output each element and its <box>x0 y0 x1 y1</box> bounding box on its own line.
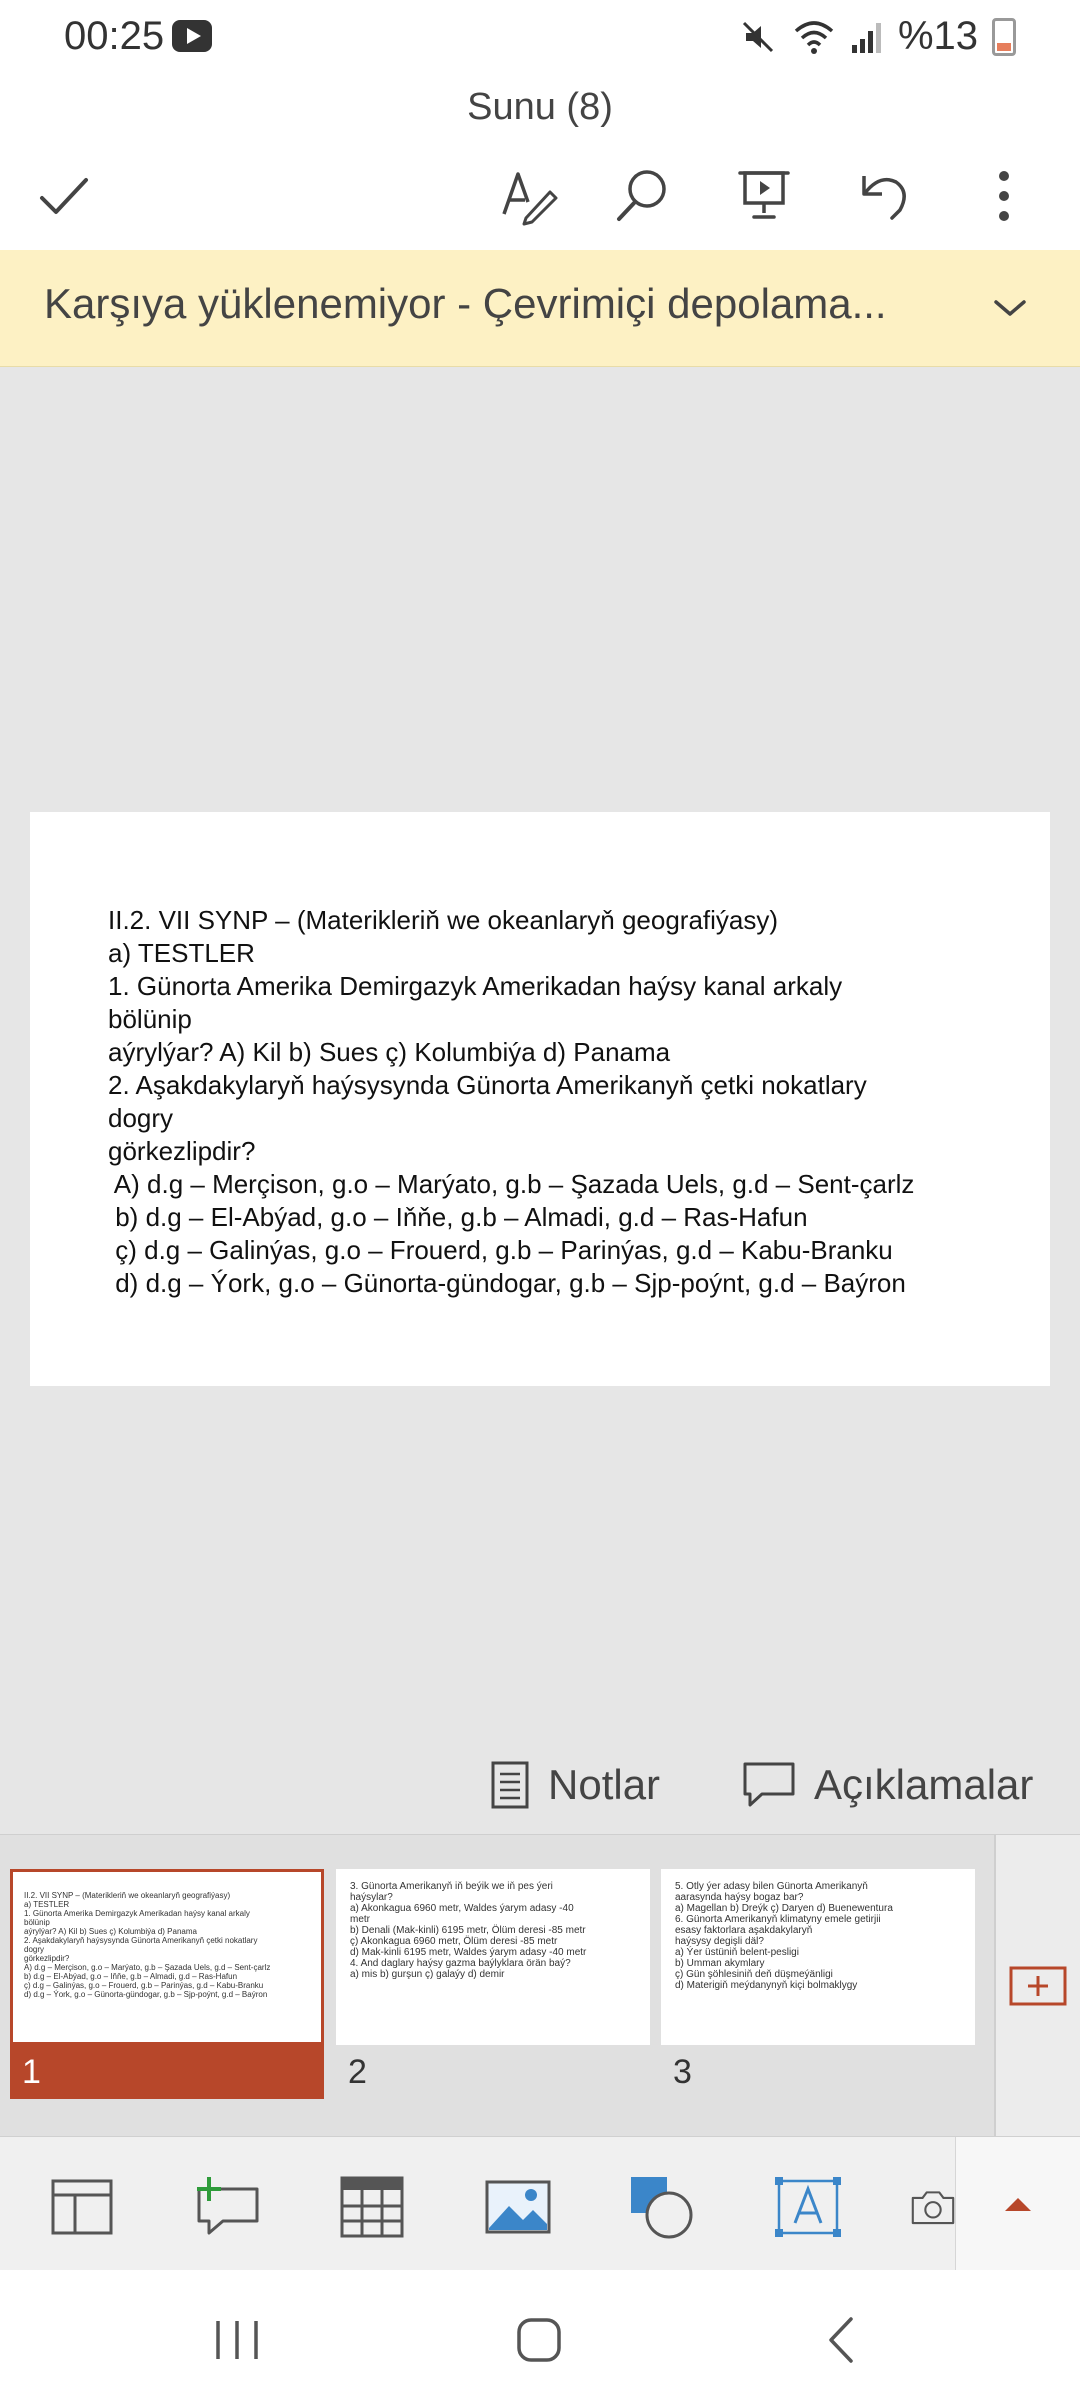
layout-button[interactable] <box>42 2167 122 2247</box>
back-button[interactable] <box>796 2300 886 2380</box>
slide-canvas[interactable] <box>30 812 1050 1386</box>
camera-icon <box>910 2180 956 2234</box>
search-button[interactable] <box>592 146 692 246</box>
notes-label: Notlar <box>548 1761 661 1808</box>
upload-warning-banner[interactable] <box>0 250 1080 367</box>
slide-thumbnail-strip[interactable] <box>0 1834 1080 2137</box>
insert-table-button[interactable] <box>332 2167 412 2247</box>
done-button[interactable] <box>14 146 114 246</box>
insert-shapes-button[interactable] <box>622 2167 702 2247</box>
slide-thumbnail-3[interactable] <box>661 1869 975 2095</box>
status-indicators <box>738 14 1016 59</box>
slide-line: d) d.g – Ýork, g.o – Günorta-gündogar, g.b – Sjp-poýnt, g.d – Baýron <box>108 1268 906 1298</box>
thumbnail-preview <box>10 1869 324 2045</box>
signal-icon <box>850 17 884 57</box>
status-time: 00:25 <box>64 14 165 58</box>
document-title: Sunu (8) <box>467 86 613 128</box>
wifi-icon <box>792 17 836 57</box>
app-header <box>0 76 1080 250</box>
undo-button[interactable] <box>834 146 934 246</box>
textbox-icon <box>773 2175 843 2239</box>
undo-icon <box>856 168 912 224</box>
table-icon <box>340 2176 404 2238</box>
slide-line: II.2. VII SYNP – (Materikleriň we okeanlaryň geografiýasy) <box>108 905 779 935</box>
search-icon <box>613 167 671 225</box>
new-comment-icon <box>191 2175 261 2239</box>
picture-icon <box>485 2180 551 2234</box>
slide-line: b) d.g – El-Abýad, g.o – Iňňe, g.b – Almadi, g.d – Ras-Hafun <box>108 1202 808 1232</box>
thumbnail-preview <box>661 1869 975 2045</box>
slide-thumbnail-1[interactable] <box>10 1869 324 2095</box>
recents-icon <box>212 2317 262 2363</box>
insert-picture-button[interactable] <box>478 2167 558 2247</box>
shapes-icon <box>627 2173 697 2241</box>
check-icon <box>36 168 92 224</box>
banner-expand-button[interactable] <box>980 278 1040 338</box>
back-icon <box>821 2315 861 2365</box>
thumbnail-number: 3 <box>673 2053 692 2091</box>
slide-line: 1. Günorta Amerika Demirgazyk Amerikadan haýsy kanal arkaly <box>108 971 843 1001</box>
expand-up-icon <box>1003 2195 1033 2213</box>
thumbnail-number: 2 <box>348 2053 367 2091</box>
notes-button[interactable] <box>490 1740 660 1830</box>
more-icon <box>994 168 1014 224</box>
present-icon <box>736 167 792 225</box>
thumbnail-number: 1 <box>10 2045 324 2099</box>
notes-icon <box>490 1760 530 1810</box>
mute-icon <box>738 17 778 57</box>
slide-line: ç) d.g – Galinýas, g.o – Frouerd, g.b – Parinýas, g.d – Kabu-Branku <box>108 1235 893 1265</box>
thumbnail-text: II.2. VII SYNP – (Materikleriň we okeanlaryň geografiýasy) a) TESTLER 1. Günorta Amerika Demirgazyk Amerikadan haýsy kanal arkaly bölünip aýrylýar? A) Kil b) Sues ç) Kolumbiýa d) Panama 2. Aşakdakylaryň haýsysynda Günorta Amerikanyň çetki nokatlary dogry görkezlipdir? A) d.g – Merçison, g.o – Marýato, g.b – Şazada Uels, g.d – Sent-çarlz b) d.g – El-Abýad, g.o – Iňňe, g.b – Almadi, g.d – Ras-Hafun ç) d.g – Galinýas, g.o – Frouerd, g.b – Parinýas, g.d – Kabu-Branku d) d.g – Ýork, g.o – Günorta-gündogar, g.b – Sjp-poýnt, g.d – Baýron <box>24 1891 271 1999</box>
slide-textbox[interactable] <box>108 904 1028 1300</box>
status-bar <box>0 0 1080 76</box>
insert-toolbar <box>0 2136 1080 2271</box>
draw-button[interactable] <box>478 146 578 246</box>
comments-button[interactable] <box>742 1740 1033 1830</box>
slide-thumbnail-2[interactable] <box>336 1869 650 2095</box>
youtube-icon <box>172 20 212 52</box>
thumbnail-text: 5. Otly ýer adasy bilen Günorta Amerikanyň aarasynda haýsy bogaz bar? a) Magellan b) Dreýk ç) Daryen d) Buenewentura 6. Günorta Amerikanyň klimatyny emele getirjii esasy faktorlara aşakdakylaryň haýsysy degişli däl? a) Ýer üstüniň belent-pesligi b) Umman akymlary ç) Gün şöhlesiniň deň düşmeýänligi d) Materigiň meýdanynyň kiçi bolmaklygy <box>675 1881 893 1991</box>
insert-camera-button[interactable] <box>910 2167 956 2247</box>
layout-icon <box>51 2179 113 2235</box>
present-button[interactable] <box>714 146 814 246</box>
chevron-down-icon <box>990 296 1030 320</box>
add-slide-button[interactable] <box>994 1835 1080 2137</box>
slide-line: 2. Aşakdakylaryň haýsysynda Günorta Amerikanyň çetki nokatlary <box>108 1070 867 1100</box>
home-icon <box>514 2315 564 2365</box>
thumbnail-preview <box>336 1869 650 2045</box>
comments-label: Açıklamalar <box>814 1761 1034 1808</box>
thumbnail-text: 3. Günorta Amerikanyň iň beýik we iň pes ýeri haýsylar? a) Akonkagua 6960 metr, Waldes ýarym adasy -40 metr b) Denali (Mak-kinli) 6195 metr, Ölüm deresi -85 metr ç) Akonkagua 6960 metr, Ölüm deresi -85 metr d) Mak-kinli 6195 metr, Waldes ýarym adasy -40 metr 4. And daglary haýsy gazma baýlyklara örän baý? a) mis b) gurşun ç) galaýy d) demir <box>350 1881 587 1980</box>
add-slide-icon <box>1009 1966 1067 2006</box>
draw-pen-icon <box>498 166 558 226</box>
new-comment-button[interactable] <box>186 2167 266 2247</box>
toolbar <box>0 146 1080 246</box>
battery-percent: %13 <box>897 14 978 58</box>
slide-line: aýrylýar? A) Kil b) Sues ç) Kolumbiýa d) Panama <box>108 1037 671 1067</box>
system-navigation-bar <box>0 2270 1080 2408</box>
more-options-button[interactable] <box>954 146 1054 246</box>
insert-textbox-button[interactable] <box>768 2167 848 2247</box>
home-button[interactable] <box>494 2300 584 2380</box>
slide-line: bölünip <box>108 1004 192 1034</box>
slide-line: görkezlipdir? <box>108 1136 256 1166</box>
battery-icon <box>992 18 1016 56</box>
slide-line: a) TESTLER <box>108 938 255 968</box>
notes-comments-bar <box>0 1740 1080 1830</box>
slide-line: dogry <box>108 1103 174 1133</box>
expand-insert-toolbar-button[interactable] <box>955 2137 1080 2271</box>
banner-text: Karşıya yüklenemiyor - Çevrimiçi depolama... <box>44 280 887 327</box>
comment-icon <box>742 1761 796 1809</box>
recents-button[interactable] <box>192 2300 282 2380</box>
slide-line: A) d.g – Merçison, g.o – Marýato, g.b – Şazada Uels, g.d – Sent-çarlz <box>108 1169 915 1199</box>
